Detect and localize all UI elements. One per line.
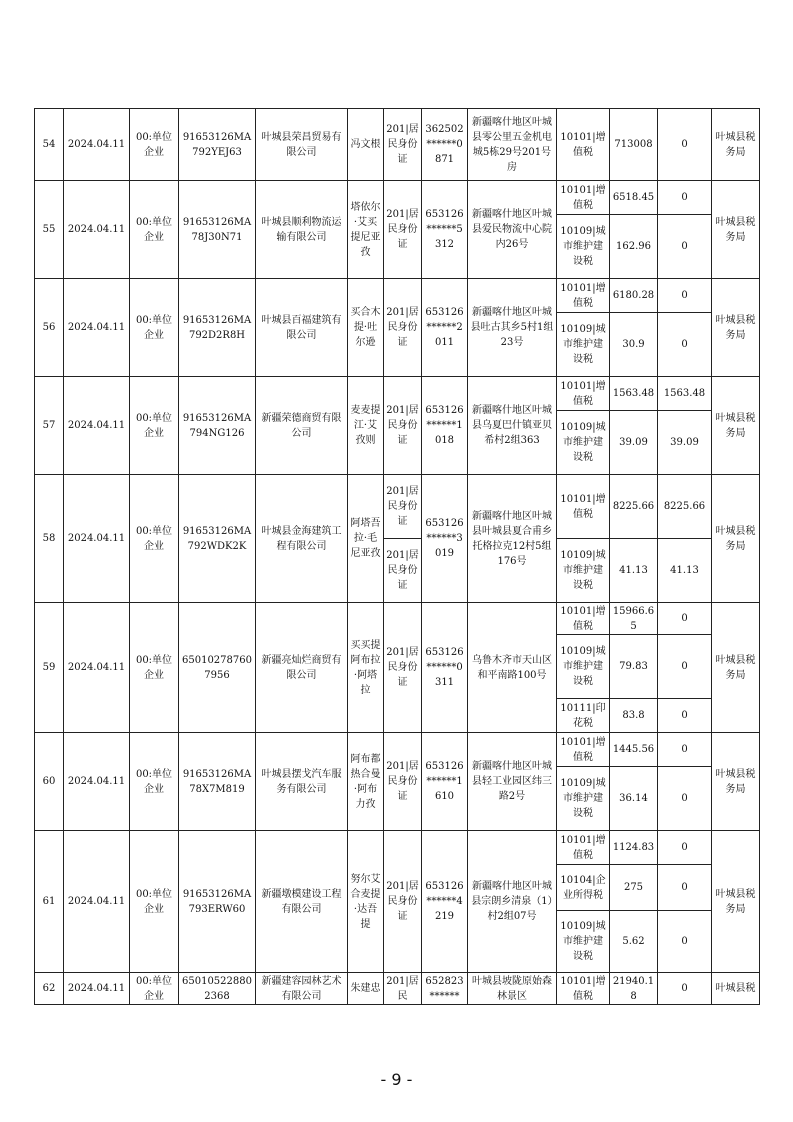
- tax-item-cell: 10101|增值税: [557, 475, 610, 539]
- date-cell: 2024.04.11: [64, 279, 130, 377]
- seq-cell: 57: [35, 377, 64, 475]
- seq-cell: 60: [35, 733, 64, 831]
- taxpayer-type-cell: 00:单位企业: [130, 377, 179, 475]
- table-row: [35, 279, 760, 313]
- seq-cell: 58: [35, 475, 64, 603]
- tax-item-cell: 10101|增值税: [557, 181, 610, 215]
- table-row: [35, 733, 760, 767]
- tax-item-cell: 10101|增值税: [557, 109, 610, 181]
- credit-code-cell: 91653126MA792D2R8H: [179, 279, 256, 377]
- tax-amount-cell: 79.83: [610, 635, 658, 699]
- date-cell: 2024.04.11: [64, 973, 130, 1005]
- id-number-cell: 653126******4219: [422, 831, 468, 973]
- tax-paid-cell: 0: [658, 635, 712, 699]
- tax-authority-cell: 叶城县税务局: [712, 831, 760, 973]
- tax-amount-cell: 6518.45: [610, 181, 658, 215]
- id-type-cell: 201|居民: [384, 973, 422, 1005]
- legal-person-cell: 朱建忠: [348, 973, 384, 1005]
- tax-authority-cell: 叶城县税务局: [712, 377, 760, 475]
- tax-item-cell: 10101|增值税: [557, 279, 610, 313]
- legal-person-cell: 阿塔吾拉·毛尼亚孜: [348, 475, 384, 603]
- tax-paid-cell: 0: [658, 767, 712, 831]
- seq-cell: 56: [35, 279, 64, 377]
- table-row: [35, 603, 760, 635]
- seq-cell: 55: [35, 181, 64, 279]
- tax-authority-cell: 叶城县税务局: [712, 181, 760, 279]
- tax-paid-cell: 0: [658, 831, 712, 865]
- id-type-cell: 201|居民身份证: [384, 475, 422, 539]
- address-cell: 新疆喀什地区叶城县轻工业园区纬三路2号: [468, 733, 557, 831]
- credit-code-cell: 91653126MA792YEJ63: [179, 109, 256, 181]
- legal-person-cell: 努尔艾合麦提·达吾提: [348, 831, 384, 973]
- tax-amount-cell: 41.13: [610, 539, 658, 603]
- credit-code-cell: 91653126MA78J30N71: [179, 181, 256, 279]
- date-cell: 2024.04.11: [64, 377, 130, 475]
- date-cell: 2024.04.11: [64, 181, 130, 279]
- table-row: [35, 831, 760, 865]
- legal-person-cell: 阿布都热合曼·阿布力孜: [348, 733, 384, 831]
- tax-paid-cell: 39.09: [658, 411, 712, 475]
- address-cell: 乌鲁木齐市天山区和平南路100号: [468, 603, 557, 733]
- tax-paid-cell: 0: [658, 911, 712, 973]
- tax-authority-cell: 叶城县税务局: [712, 109, 760, 181]
- credit-code-cell: 91653126MA792WDK2K: [179, 475, 256, 603]
- credit-code-cell: 91653126MA78X7M819: [179, 733, 256, 831]
- tax-amount-cell: 1124.83: [610, 831, 658, 865]
- tax-authority-cell: 叶城县税务局: [712, 279, 760, 377]
- tax-amount-cell: 162.96: [610, 215, 658, 279]
- address-cell: 新疆喀什地区叶城县吐古其乡5村1组23号: [468, 279, 557, 377]
- company-name-cell: 叶城县百福建筑有限公司: [256, 279, 348, 377]
- address-cell: 新疆喀什地区叶城县叶城县夏合甫乡托格拉克12村5组176号: [468, 475, 557, 603]
- table-row: [35, 475, 760, 539]
- table-row: [35, 181, 760, 215]
- tax-item-cell: 10109|城市维护建设税: [557, 215, 610, 279]
- table-row: [35, 973, 760, 1005]
- seq-cell: 54: [35, 109, 64, 181]
- tax-paid-cell: 8225.66: [658, 475, 712, 539]
- taxpayer-type-cell: 00:单位企业: [130, 279, 179, 377]
- tax-paid-cell: 0: [658, 699, 712, 733]
- tax-item-cell: 10111|印花税: [557, 699, 610, 733]
- tax-item-cell: 10104|企业所得税: [557, 865, 610, 911]
- table-row: [35, 377, 760, 411]
- legal-person-cell: 塔依尔·艾买提尼亚孜: [348, 181, 384, 279]
- tax-amount-cell: 1445.56: [610, 733, 658, 767]
- company-name-cell: 新疆荣德商贸有限公司: [256, 377, 348, 475]
- tax-amount-cell: 713008: [610, 109, 658, 181]
- company-name-cell: 叶城县顺利物流运输有限公司: [256, 181, 348, 279]
- tax-item-cell: 10109|城市维护建设税: [557, 635, 610, 699]
- tax-item-cell: 10109|城市维护建设税: [557, 911, 610, 973]
- address-cell: 新疆喀什地区叶城县宗朗乡清泉（1）村2组07号: [468, 831, 557, 973]
- id-type-cell: 201|居民身份证: [384, 109, 422, 181]
- taxpayer-type-cell: 00:单位企业: [130, 973, 179, 1005]
- address-cell: 新疆喀什地区叶城县乌夏巴什镇亚贝希村2组363: [468, 377, 557, 475]
- tax-paid-cell: 1563.48: [658, 377, 712, 411]
- id-type-cell: 201|居民身份证: [384, 377, 422, 475]
- tax-item-cell: 10109|城市维护建设税: [557, 411, 610, 475]
- legal-person-cell: 买买提阿布拉·阿塔拉: [348, 603, 384, 733]
- tax-paid-cell: 0: [658, 733, 712, 767]
- tax-amount-cell: 1563.48: [610, 377, 658, 411]
- tax-authority-cell: 叶城县税务局: [712, 475, 760, 603]
- date-cell: 2024.04.11: [64, 109, 130, 181]
- tax-amount-cell: 5.62: [610, 911, 658, 973]
- legal-person-cell: 麦麦提江·艾孜则: [348, 377, 384, 475]
- credit-code-cell: 91653126MA793ERW60: [179, 831, 256, 973]
- taxpayer-type-cell: 00:单位企业: [130, 475, 179, 603]
- company-name-cell: 新疆建容园林艺术有限公司: [256, 973, 348, 1005]
- seq-cell: 61: [35, 831, 64, 973]
- tax-item-cell: 10109|城市维护建设税: [557, 767, 610, 831]
- tax-paid-cell: 0: [658, 109, 712, 181]
- tax-amount-cell: 83.8: [610, 699, 658, 733]
- tax-item-cell: 10101|增值税: [557, 973, 610, 1005]
- id-number-cell: 653126******1610: [422, 733, 468, 831]
- tax-authority-cell: 叶城县税务局: [712, 603, 760, 733]
- company-name-cell: 叶城县荣昌贸易有限公司: [256, 109, 348, 181]
- date-cell: 2024.04.11: [64, 475, 130, 603]
- tax-paid-cell: 0: [658, 215, 712, 279]
- tax-item-cell: 10101|增值税: [557, 831, 610, 865]
- id-type-cell: 201|居民身份证: [384, 733, 422, 831]
- tax-amount-cell: 21940.18: [610, 973, 658, 1005]
- id-type-cell: 201|居民身份证: [384, 279, 422, 377]
- date-cell: 2024.04.11: [64, 733, 130, 831]
- address-cell: 叶城县坡陇原始森林景区: [468, 973, 557, 1005]
- table-row: [35, 109, 760, 181]
- tax-authority-cell: 叶城县税: [712, 973, 760, 1005]
- tax-paid-cell: 0: [658, 279, 712, 313]
- id-number-cell: 653126******5312: [422, 181, 468, 279]
- id-type-cell: 201|居民身份证: [384, 181, 422, 279]
- company-name-cell: 新疆墩模建设工程有限公司: [256, 831, 348, 973]
- taxpayer-type-cell: 00:单位企业: [130, 181, 179, 279]
- credit-code-cell: 650105228802368: [179, 973, 256, 1005]
- taxpayer-type-cell: 00:单位企业: [130, 603, 179, 733]
- tax-amount-cell: 8225.66: [610, 475, 658, 539]
- page-number: - 9 -: [380, 1070, 413, 1089]
- tax-amount-cell: 30.9: [610, 313, 658, 377]
- tax-amount-cell: 15966.65: [610, 603, 658, 635]
- tax-item-cell: 10109|城市维护建设税: [557, 539, 610, 603]
- tax-item-cell: 10101|增值税: [557, 377, 610, 411]
- id-type-cell: 201|居民身份证: [384, 603, 422, 733]
- tax-arrears-table: [34, 108, 760, 1005]
- tax-paid-cell: 0: [658, 181, 712, 215]
- id-number-cell: 653126******2011: [422, 279, 468, 377]
- id-type-cell: 201|居民身份证: [384, 539, 422, 603]
- company-name-cell: 新疆亮灿烂商贸有限公司: [256, 603, 348, 733]
- tax-authority-cell: 叶城县税务局: [712, 733, 760, 831]
- tax-paid-cell: 41.13: [658, 539, 712, 603]
- taxpayer-type-cell: 00:单位企业: [130, 831, 179, 973]
- tax-amount-cell: 275: [610, 865, 658, 911]
- tax-paid-cell: 0: [658, 603, 712, 635]
- tax-paid-cell: 0: [658, 973, 712, 1005]
- tax-item-cell: 10101|增值税: [557, 733, 610, 767]
- taxpayer-type-cell: 00:单位企业: [130, 109, 179, 181]
- company-name-cell: 叶城县金海建筑工程有限公司: [256, 475, 348, 603]
- legal-person-cell: 冯文根: [348, 109, 384, 181]
- id-number-cell: 653126******1018: [422, 377, 468, 475]
- tax-amount-cell: 39.09: [610, 411, 658, 475]
- tax-amount-cell: 6180.28: [610, 279, 658, 313]
- taxpayer-type-cell: 00:单位企业: [130, 733, 179, 831]
- tax-item-cell: 10109|城市维护建设税: [557, 313, 610, 377]
- id-number-cell: 653126******3019: [422, 475, 468, 603]
- tax-item-cell: 10101|增值税: [557, 603, 610, 635]
- id-type-cell: 201|居民身份证: [384, 831, 422, 973]
- date-cell: 2024.04.11: [64, 603, 130, 733]
- seq-cell: 62: [35, 973, 64, 1005]
- legal-person-cell: 买合木提·吐尔逊: [348, 279, 384, 377]
- tax-paid-cell: 0: [658, 313, 712, 377]
- address-cell: 新疆喀什地区叶城县零公里五金机电城5栋29号201号房: [468, 109, 557, 181]
- id-number-cell: 652823******: [422, 973, 468, 1005]
- id-number-cell: 362502******0871: [422, 109, 468, 181]
- credit-code-cell: 91653126MA794NG126: [179, 377, 256, 475]
- id-number-cell: 653126******0311: [422, 603, 468, 733]
- credit-code-cell: 650102787607956: [179, 603, 256, 733]
- date-cell: 2024.04.11: [64, 831, 130, 973]
- address-cell: 新疆喀什地区叶城县爱民物流中心院内26号: [468, 181, 557, 279]
- seq-cell: 59: [35, 603, 64, 733]
- tax-amount-cell: 36.14: [610, 767, 658, 831]
- company-name-cell: 叶城县摆戈汽车服务有限公司: [256, 733, 348, 831]
- tax-paid-cell: 0: [658, 865, 712, 911]
